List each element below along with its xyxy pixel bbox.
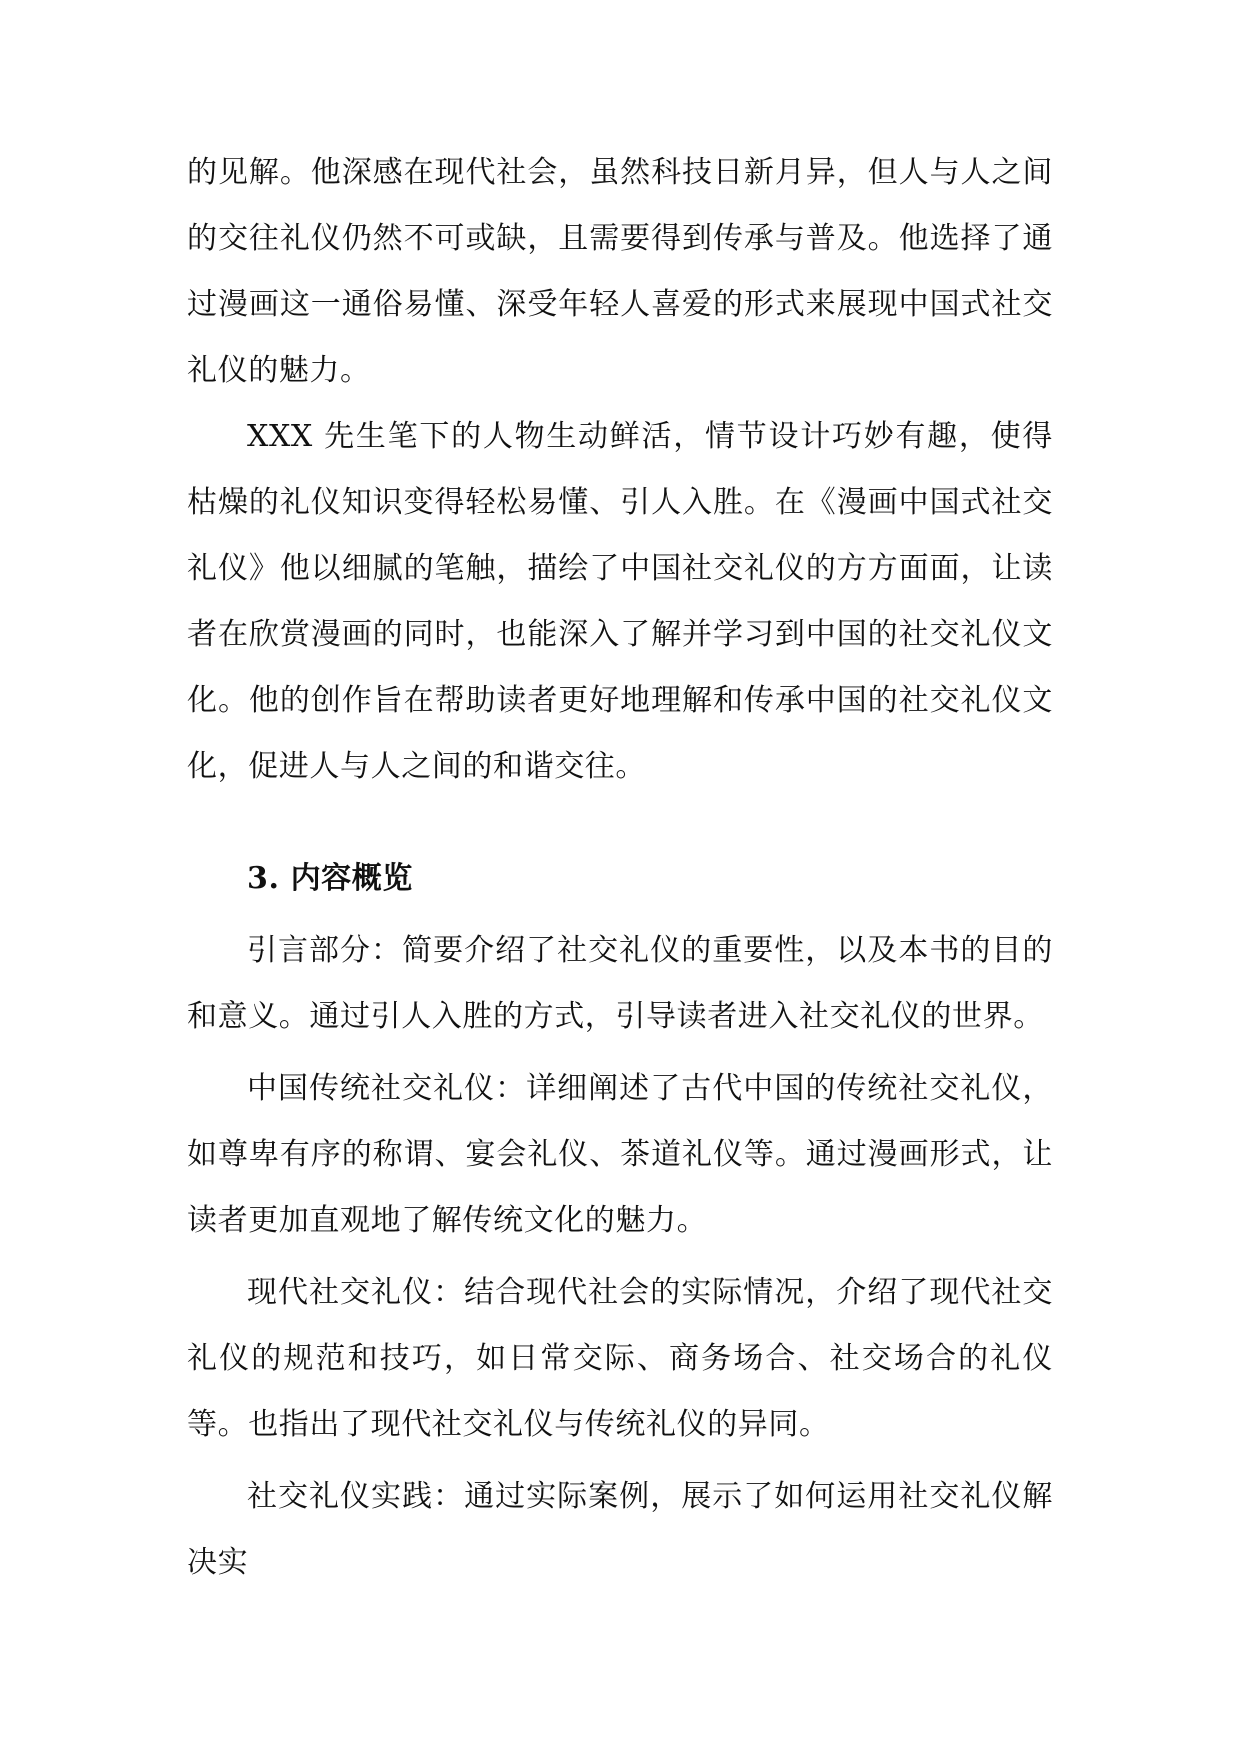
document-body	[187, 140, 1053, 1596]
section-heading-content-overview: 3. 内容概览	[247, 861, 413, 896]
section-gap	[187, 800, 1053, 846]
paragraph-modern-etiquette: 现代社交礼仪：结合现代社会的实际情况，介绍了现代社交礼仪的规范和技巧，如日常交际、商务场合、社交场合的礼仪等。也指出了现代社交礼仪与传统礼仪的异同。	[187, 1275, 1053, 1442]
paragraph-continuation: 的见解。他深感在现代社会，虽然科技日新月异，但人与人之间的交往礼仪仍然不可或缺，且需要得到传承与普及。他选择了通过漫画这一通俗易懂、深受年轻人喜爱的形式来展现中国式社交礼仪的魅力。	[187, 155, 1053, 388]
paragraph-etiquette-practice: 社交礼仪实践：通过实际案例，展示了如何运用社交礼仪解决实	[187, 1479, 1053, 1580]
paragraph-introduction: 引言部分：简要介绍了社交礼仪的重要性，以及本书的目的和意义。通过引人入胜的方式，引导读者进入社交礼仪的世界。	[187, 933, 1053, 1034]
paragraph-author-description: XXX 先生笔下的人物生动鲜活，情节设计巧妙有趣，使得枯燥的礼仪知识变得轻松易懂、引人入胜。在《漫画中国式社交礼仪》他以细腻的笔触，描绘了中国社交礼仪的方方面面，让读者在欣赏漫画的同时，也能深入了解并学习到中国的社交礼仪文化。他的创作旨在帮助读者更好地理解和传承中国的社交礼仪文化，促进人与人之间的和谐交往。	[187, 419, 1053, 784]
paragraph-traditional-etiquette: 中国传统社交礼仪：详细阐述了古代中国的传统社交礼仪，如尊卑有序的称谓、宴会礼仪、茶道礼仪等。通过漫画形式，让读者更加直观地了解传统文化的魅力。	[187, 1071, 1053, 1238]
